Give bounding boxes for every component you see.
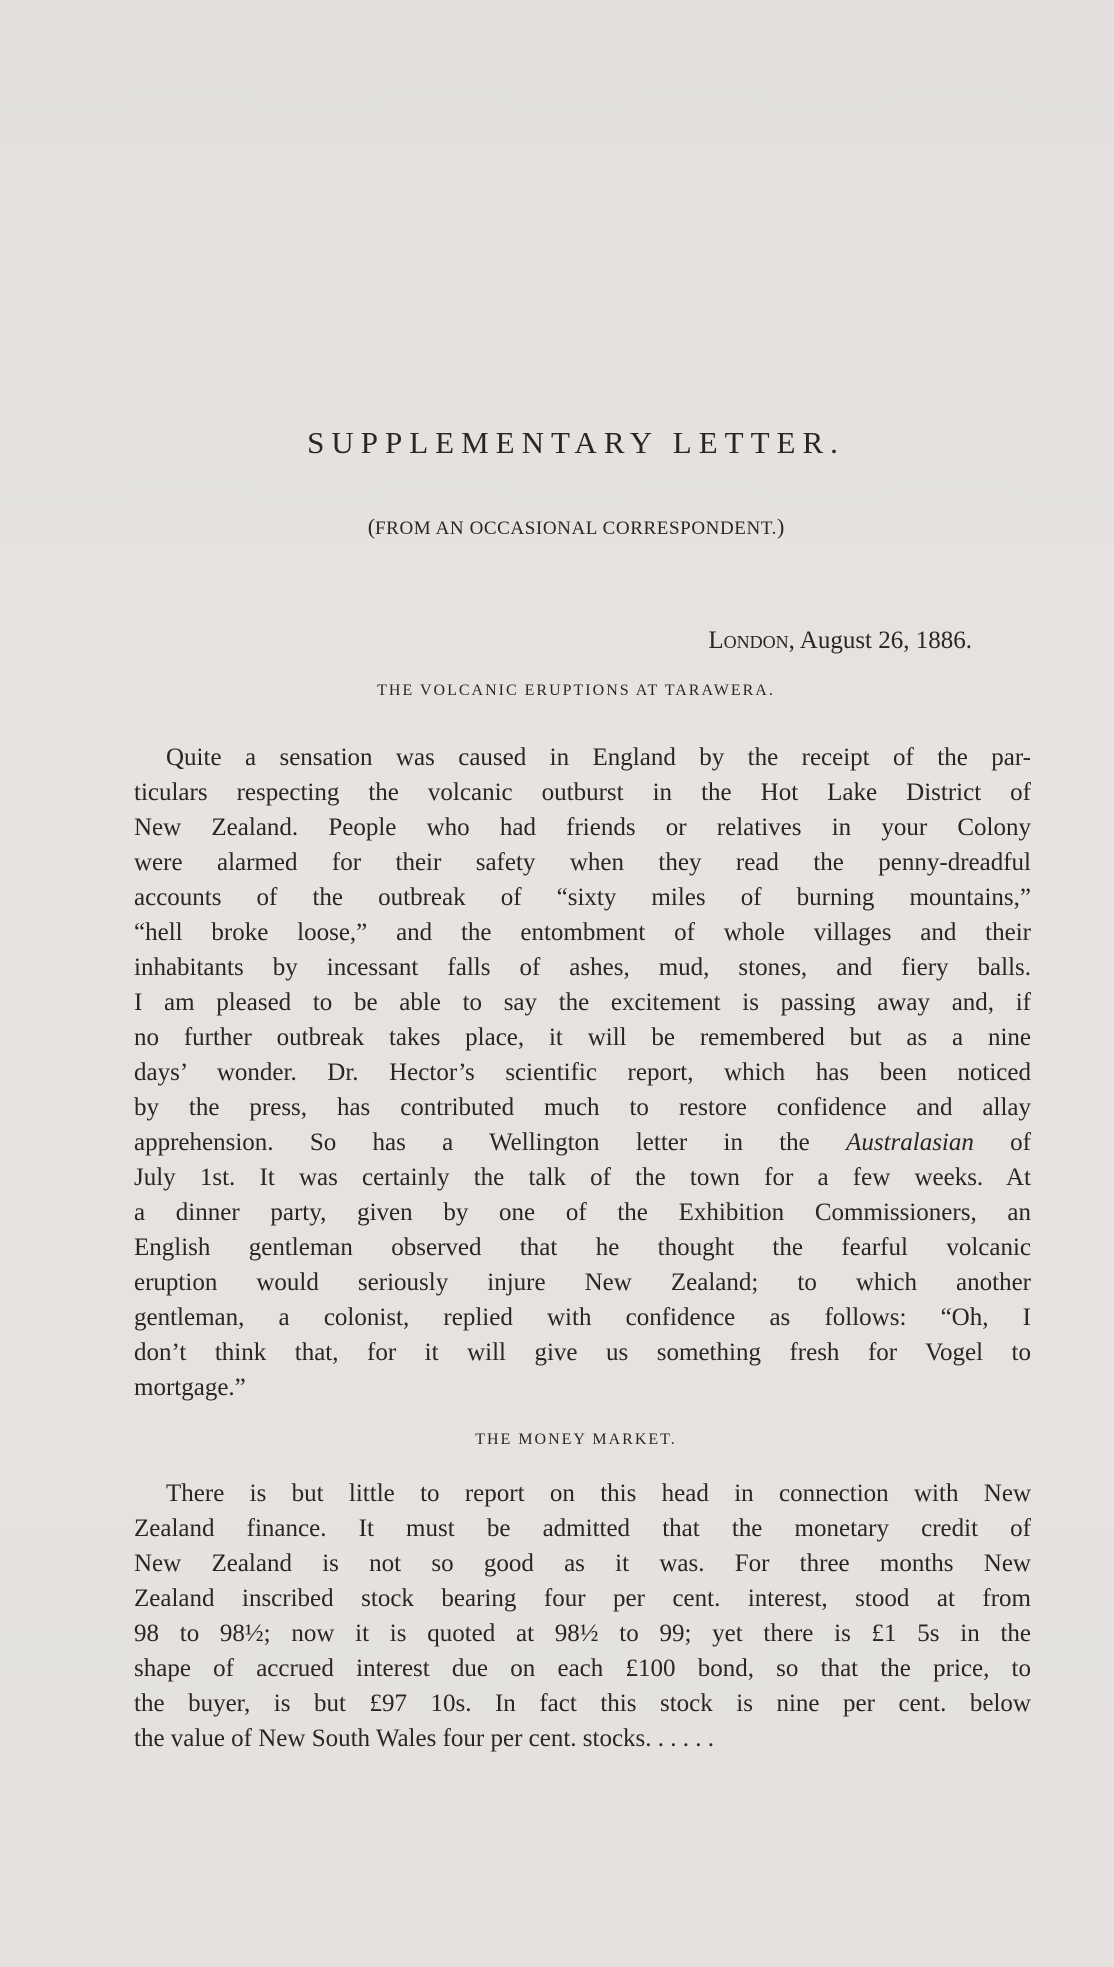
paragraph-volcanic [134,740,1031,1405]
paragraph-line: shape of accrued interest due on each £100 bond, so that the price, to [134,1655,1031,1682]
italic-publication-title: Australasian [846,1129,974,1156]
paragraph-line: gentleman, a colonist, replied with confidence as follows: “Oh, I [134,1304,1031,1331]
paragraph-line: days’ wonder. Dr. Hector’s scientific report, which has been noticed [134,1059,1031,1086]
paragraph-line: eruption would seriously injure New Zealand; to which another [134,1269,1031,1296]
paragraph-line: Zealand finance. It must be admitted that the monetary credit of [134,1515,1031,1542]
paragraph-line: ticulars respecting the volcanic outburst in the Hot Lake District of [134,779,1031,806]
paragraph-line: 98 to 98½; now it is quoted at 98½ to 99; yet there is £1 5s in the [134,1620,1031,1647]
paragraph-line: a dinner party, given by one of the Exhibition Commissioners, an [134,1199,1031,1226]
paragraph-line [134,1125,1031,1160]
subtitle-open-paren: ( [367,514,376,539]
paragraph-line: I am pleased to be able to say the excitement is passing away and, if [134,989,1031,1016]
paragraph-line: the buyer, is but £97 10s. In fact this stock is nine per cent. below [134,1690,1031,1717]
paragraph-line: no further outbreak takes place, it will be remembered but as a nine [134,1024,1031,1051]
paragraph-money [134,1476,1031,1756]
page-title: SUPPLEMENTARY LETTER. [307,425,845,460]
paragraph-line: New Zealand. People who had friends or relatives in your Colony [134,814,1031,841]
paragraph-line: Zealand inscribed stock bearing four per cent. interest, stood at from [134,1585,1031,1612]
line-text: of [973,1129,1031,1156]
paragraph-line: the value of New South Wales four per cent. stocks. . . . . . [134,1725,715,1752]
paragraph-line: accounts of the outbreak of “sixty miles of burning mountains,” [134,884,1031,911]
paragraph-line: don’t think that, for it will give us something fresh for Vogel to [134,1339,1031,1366]
paragraph-line: July 1st. It was certainly the talk of the town for a few weeks. At [134,1164,1031,1191]
dateline [708,627,972,655]
paragraph-line: New Zealand is not so good as it was. For three months New [134,1550,1031,1577]
section-heading-money: THE MONEY MARKET. [475,1431,677,1448]
paragraph-line: Quite a sensation was caused in England by the receipt of the par- [166,744,1031,771]
subtitle-text: FROM AN OCCASIONAL CORRESPONDENT. [375,518,777,539]
paragraph-line: mortgage.” [134,1374,246,1401]
section-heading-volcanic: THE VOLCANIC ERUPTIONS AT TARAWERA. [377,682,775,699]
paragraph-line: “hell broke loose,” and the entombment of whole villages and their [134,919,1031,946]
paragraph-line: inhabitants by incessant falls of ashes, mud, stones, and fiery balls. [134,954,1031,981]
subtitle [0,514,1114,540]
paragraph-line: were alarmed for their safety when they read the penny-dreadful [134,849,1031,876]
line-text: apprehension. So has a Wellington letter in the [134,1129,847,1156]
paragraph-line: by the press, has contributed much to restore confidence and allay [134,1094,1031,1121]
paragraph-line: There is but little to report on this head in connection with New [166,1480,1031,1507]
subtitle-close-paren: ) [776,514,785,539]
paragraph-line: English gentleman observed that he thought the fearful volcanic [134,1234,1031,1261]
dateline-place: London [708,627,789,654]
dateline-date: , August 26, 1886. [788,627,972,654]
